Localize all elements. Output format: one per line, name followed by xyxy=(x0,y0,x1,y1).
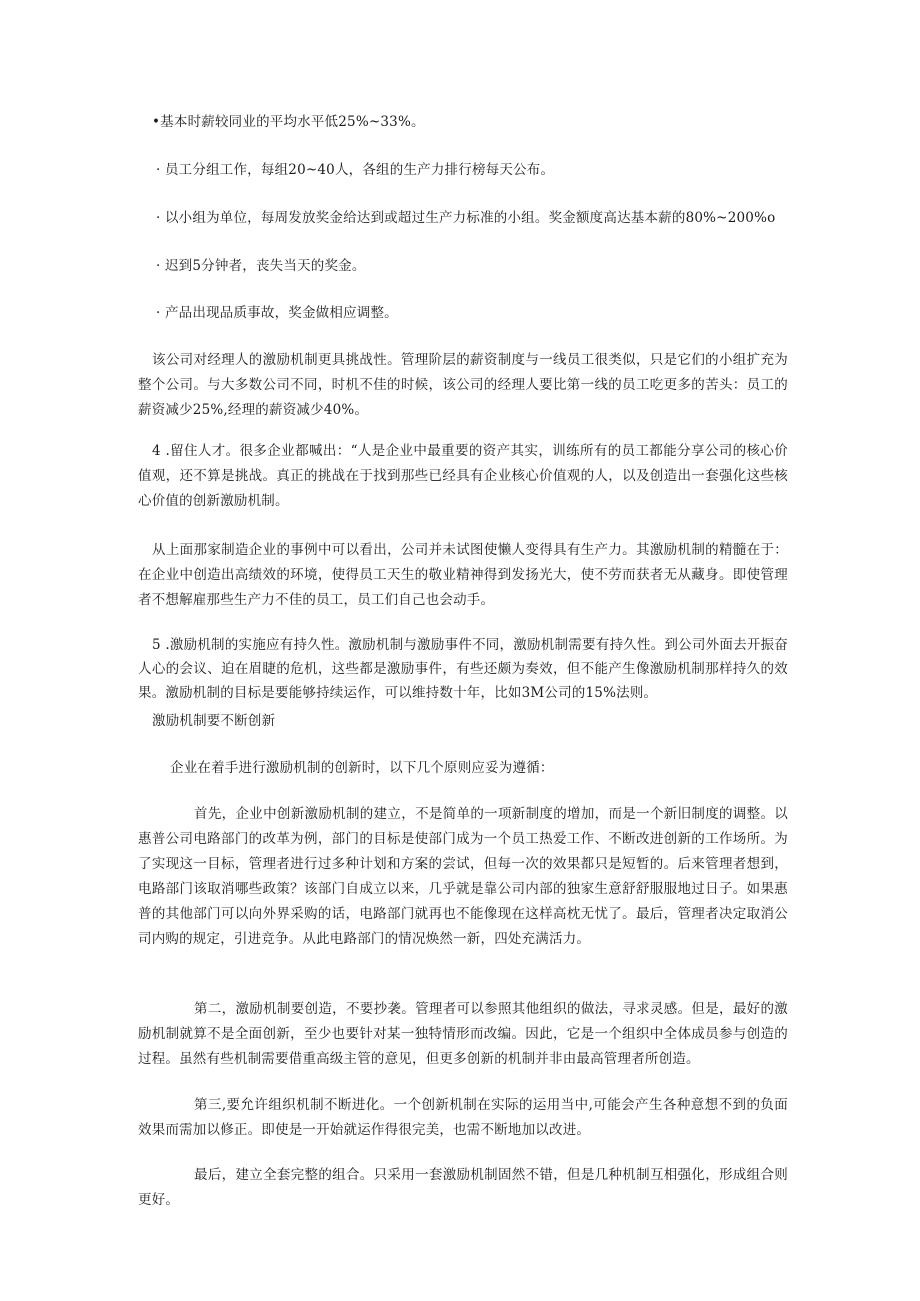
paragraph-principle-last: 最后，建立全套完整的组合。只采用一套激励机制固然不错，但是几种机制互相强化，形成组合则更好。 xyxy=(138,1167,788,1208)
paragraph-principle-second: 第二，激励机制要创造，不要抄袭。管理者可以参照其他组织的做法，寻求灵感。但是，最好的激励机制就算不是全面创新，至少也要针对某一独特情形而改编。因此，它是一个组织中全体成员参与创造的过程。虽然有些机制需要借重高级主管的意见，但更多创新的机制并非由最高管理者所创造。 xyxy=(138,1001,788,1067)
section-heading: 激励机制要不断创新 xyxy=(152,713,276,729)
bullet-item-late-penalty: · 迟到5分钟者，丧失当天的奖金。 xyxy=(156,258,366,274)
paragraph-persistence: 5 .激励机制的实施应有持久性。激励机制与激励事件不同，激励机制需要有持久性。到公司外面去开振奋人心的会议、迫在眉睫的危机，这些都是激励事件，有些还颇为奏效，但不能产生像激励机制那样持久的效果。激励机制的目标是要能够持续运作，可以维持数十年，比如3M公司的15%法则。 xyxy=(138,637,788,701)
paragraph-manufacturer-example: 从上面那家制造企业的事例中可以看出，公司并未试图使懒人变得具有生产力。其激励机制的精髓在于：在企业中创造出高绩效的环境，使得员工天生的敬业精神得到发扬光大，使不劳而获者无从藏身。即使管理者不想解雇那些生产力不佳的员工，员工们自己也会动手。 xyxy=(138,542,788,608)
paragraph-intro: 企业在着手进行激励机制的创新时，以下几个原则应妥为遵循： xyxy=(170,760,554,776)
bullet-item-group-work: · 员工分组工作，每组20~40人，各组的生产力排行榜每天公布。 xyxy=(156,162,555,178)
paragraph-retain-talent: 4 .留住人才。很多企业都喊出：“人是企业中最重要的资产其实，训练所有的员工都能分享公司的核心价值观，还不算是挑战。真正的挑战在于找到那些已经具有企业核心价值观的人，以及创造出一套强化这些核心价值的创新激励机制。 xyxy=(138,443,788,509)
bullet-item-group-bonus: · 以小组为单位，每周发放奖金给达到或超过生产力标准的小组。奖金额度高达基本薪的80%~200%o xyxy=(156,210,776,226)
paragraph-manager-incentive: 该公司对经理人的激励机制更具挑战性。管理阶层的薪资制度与一线员工很类似，只是它们的小组扩充为整个公司。与大多数公司不同，时机不佳的时候，该公司的经理人要比第一线的员工吃更多的苦头：员工的薪资减少25%,经理的薪资减少40%。 xyxy=(138,352,788,418)
paragraph-principle-first: 首先，企业中创新激励机制的建立，不是简单的一项新制度的增加，而是一个新旧制度的调整。以惠普公司电路部门的改革为例，部门的目标是使部门成为一个员工热爱工作、不断改进创新的工作场所。为了实现这一目标，管理者进行过多种计划和方案的尝试，但每一次的效果都只是短暂的。后来管理者想到，电路部门该取消哪些政策？该部门自成立以来，几乎就是靠公司内部的独家生意舒舒服服地过日子。如果惠普的其他部门可以向外界采购的话，电路部门就再也不能像现在这样高枕无忧了。最后，管理者决定取消公司内购的规定，引进竞争。从此电路部门的情况焕然一新，四处充满活力。 xyxy=(138,806,788,947)
bullet-item-quality-adjust: · 产品出现品质事故，奖金做相应调整。 xyxy=(156,305,398,321)
bullet-item-base-wage: •基本时薪较同业的平均水平低25%~33%。 xyxy=(152,114,425,130)
paragraph-principle-third: 第三,要允许组织机制不断进化。一个创新机制在实际的运用当中,可能会产生各种意想不到的负面效果而需加以修正。即使是一开始就运作得很完美，也需不断地加以改进。 xyxy=(138,1097,788,1138)
